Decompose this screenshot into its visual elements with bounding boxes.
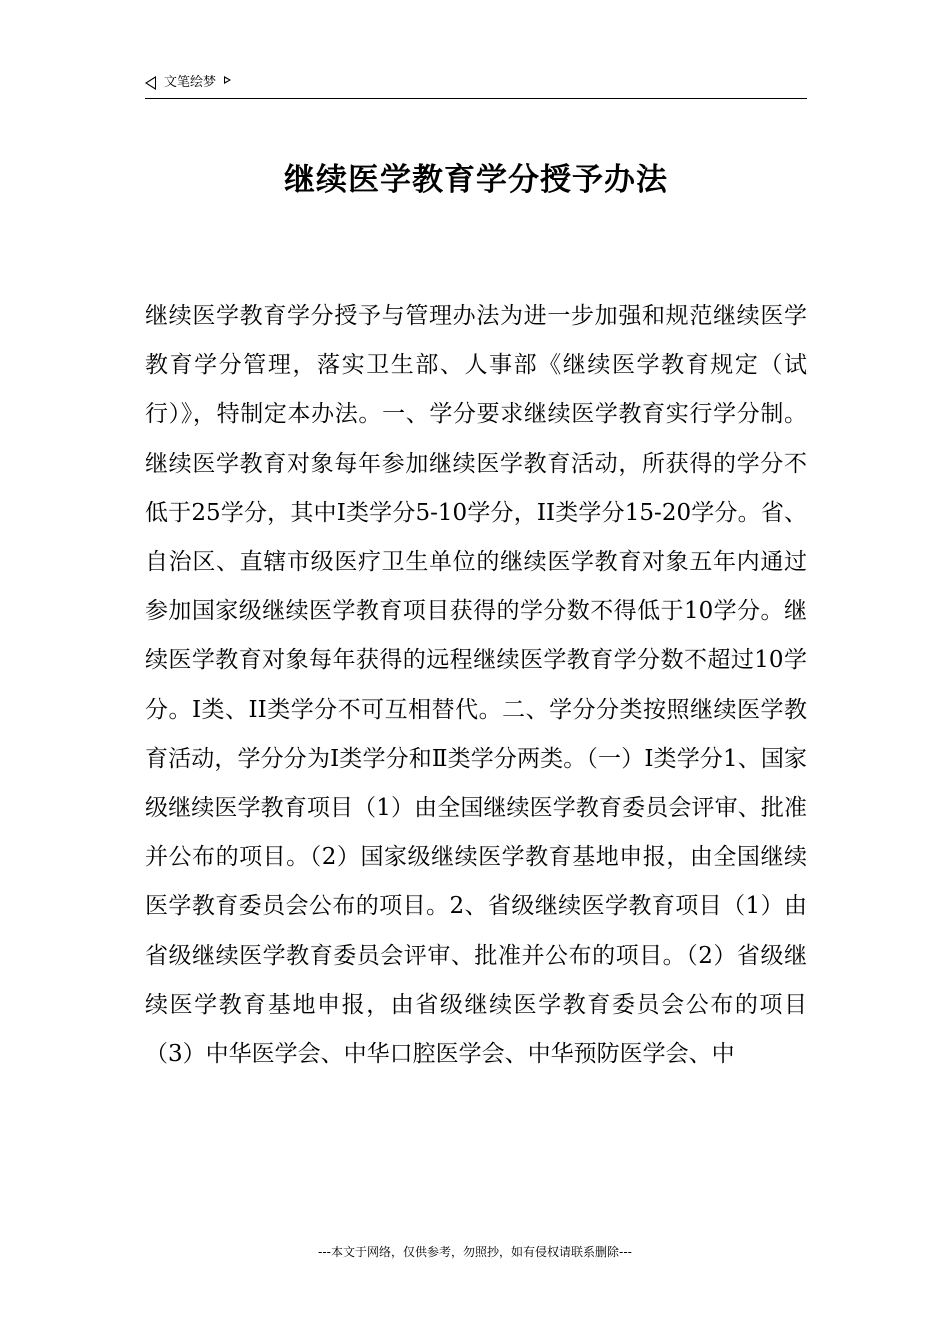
- triangle-right-icon: [224, 76, 231, 84]
- triangle-left-icon: [145, 76, 156, 90]
- document-title: 继续医学教育学分授予办法: [284, 162, 668, 198]
- page-header: [145, 72, 807, 99]
- document-body: 继续医学教育学分授予与管理办法为进一步加强和规范继续医学教育学分管理，落实卫生部、人事部《继续医学教育规定（试行）》，特制定本办法。一、学分要求继续医学教育实行学分制。继续医学教育对象每年参加继续医学教育活动，所获得的学分不低于25学分，其中I类学分5-10学分，II类学分15-20学分。省、自治区、直辖市级医疗卫生单位的继续医学教育对象五年内通过参加国家级继续医学教育项目获得的学分数不得低于10学分。继续医学教育对象每年获得的远程继续医学教育学分数不超过10学分。I类、II类学分不可互相替代。二、学分分类按照继续医学教育活动，学分分为Ⅰ类学分和Ⅱ类学分两类。（一）Ⅰ类学分1、国家级继续医学教育项目（1）由全国继续医学教育委员会评审、批准并公布的项目。（2）国家级继续医学教育基地申报，由全国继续医学教育委员会公布的项目。2、省级继续医学教育项目（1）由省级继续医学教育委员会评审、批准并公布的项目。（2）省级继续医学教育基地申报，由省级继续医学教育委员会公布的项目（3）中华医学会、中华口腔医学会、中华预防医学会、中: [145, 303, 807, 1068]
- header-brand-text: 文笔绘梦: [164, 75, 217, 90]
- header-brand: [145, 74, 231, 92]
- footer-notice: ---本文于网络，仅供参考，勿照抄，如有侵权请联系删除---: [318, 1245, 632, 1259]
